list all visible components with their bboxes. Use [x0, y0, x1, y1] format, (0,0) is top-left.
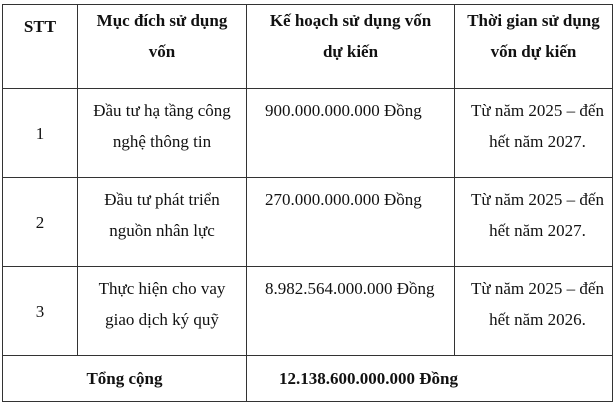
row-purpose-line-1: Đầu tư hạ tầng công — [93, 101, 231, 120]
header-plan — [247, 5, 455, 89]
table-header-row — [3, 5, 613, 89]
row-purpose — [78, 267, 247, 356]
row-purpose — [78, 178, 247, 267]
row-purpose-line-1: Đầu tư phát triển — [104, 190, 220, 209]
row-purpose-line-2: nghệ thông tin — [112, 132, 212, 151]
row-time-line-1: Từ năm 2025 – đến — [471, 190, 604, 209]
row-stt: 1 — [3, 89, 78, 178]
row-amount: 270.000.000.000 Đồng — [247, 178, 455, 267]
header-time-line-1: Thời gian sử dụng — [467, 11, 600, 30]
row-time — [455, 267, 613, 356]
header-purpose-line-2: vốn — [148, 42, 176, 61]
row-time-line-1: Từ năm 2025 – đến — [471, 101, 604, 120]
total-value: 12.138.600.000.000 Đồng — [247, 356, 613, 402]
table-row — [3, 89, 613, 178]
header-time-line-2: vốn dự kiến — [490, 42, 577, 61]
table-row — [3, 178, 613, 267]
header-stt-text: STT — [23, 17, 57, 36]
row-time-line-2: hết năm 2026. — [489, 310, 586, 329]
row-amount: 8.982.564.000.000 Đồng — [247, 267, 455, 356]
row-time-line-2: hết năm 2027. — [489, 132, 586, 151]
row-time-line-2: hết năm 2027. — [489, 221, 586, 240]
header-purpose — [78, 5, 247, 89]
header-plan-line-2: dự kiến — [322, 42, 379, 61]
row-time-line-1: Từ năm 2025 – đến — [471, 279, 604, 298]
row-purpose — [78, 89, 247, 178]
row-purpose-line-1: Thực hiện cho vay — [98, 279, 226, 298]
header-time — [455, 5, 613, 89]
total-label: Tổng cộng — [3, 356, 247, 402]
row-time — [455, 89, 613, 178]
header-purpose-line-1: Mục đích sử dụng — [96, 11, 228, 30]
header-stt — [3, 5, 78, 89]
row-amount: 900.000.000.000 Đồng — [247, 89, 455, 178]
total-row — [3, 356, 613, 402]
row-time — [455, 178, 613, 267]
row-purpose-line-2: giao dịch ký quỹ — [105, 310, 219, 329]
row-stt: 3 — [3, 267, 78, 356]
capital-usage-table — [2, 4, 613, 402]
row-stt: 2 — [3, 178, 78, 267]
table-row — [3, 267, 613, 356]
header-plan-line-1: Kế hoạch sử dụng vốn — [269, 11, 432, 30]
row-purpose-line-2: nguồn nhân lực — [109, 221, 215, 240]
